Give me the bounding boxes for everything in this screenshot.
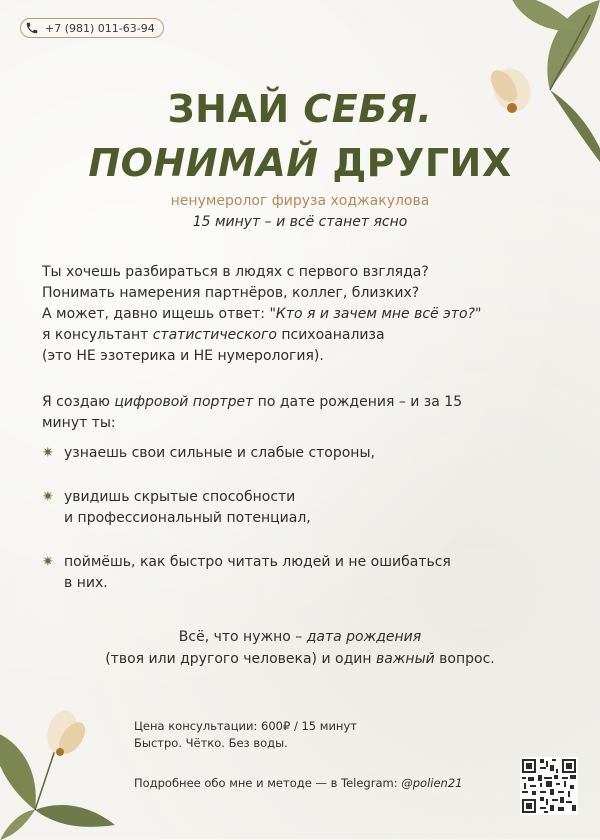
price-text: Цена консультации: 600₽ / 15 минут: [134, 719, 357, 733]
closing-text: вопрос.: [434, 651, 495, 667]
list-item-text: поймёшь, как быстро читать людей и не ошибаться: [64, 554, 451, 570]
intro-line: [42, 325, 562, 346]
intro-emphasis: статистического: [152, 327, 277, 343]
portrait-text: по дате рождения – и за 15: [253, 394, 463, 410]
list-item: [42, 552, 451, 594]
sparkle-icon: ✷: [42, 489, 54, 505]
page-title-line-2: [0, 140, 600, 186]
page-title-line-1: [0, 86, 600, 132]
intro-text: я консультант: [42, 327, 153, 343]
motto-text: Быстро. Чётко. Без воды.: [134, 736, 288, 750]
title-word-others: ДРУГИХ: [332, 141, 512, 185]
intro-line: Ты хочешь разбираться в людях с первого взгляда?: [42, 264, 429, 280]
title-word-understand: ПОНИМАЙ: [88, 141, 319, 185]
telegram-handle-link[interactable]: @polien21: [401, 776, 463, 790]
phone-icon: [25, 21, 39, 35]
intro-line: [42, 304, 562, 325]
list-item-text: узнаешь свои сильные и слабые стороны,: [64, 445, 375, 461]
closing-paragraph: [0, 626, 600, 670]
intro-quote: "Кто я и зачем мне всё это?": [269, 306, 482, 322]
closing-line: [0, 648, 600, 670]
phone-contact[interactable]: [20, 18, 164, 38]
list-item-text: увидишь скрытые способности: [64, 489, 296, 505]
title-word-know: ЗНАЙ: [167, 87, 290, 131]
closing-emphasis: дата рождения: [306, 629, 422, 645]
sparkle-icon: ✷: [42, 445, 54, 461]
phone-number: +7 (981) 011-63-94: [45, 21, 155, 35]
closing-text: (твоя или другого человека) и один: [105, 651, 376, 667]
title-word-self: СЕБЯ.: [303, 87, 433, 131]
portrait-emphasis: цифровой портрет: [114, 394, 254, 410]
portrait-line: минут ты:: [42, 415, 116, 431]
portrait-line: [42, 392, 562, 413]
botanical-illustration-bottom-left: [0, 690, 120, 840]
qr-code-icon[interactable]: [520, 757, 578, 815]
intro-line: Понимать намерения партнёров, коллег, близких?: [42, 285, 420, 301]
intro-text: А может, давно ищешь ответ:: [42, 306, 270, 322]
sparkle-icon: ✷: [42, 554, 54, 570]
intro-line: (это НЕ эзотерика и НЕ нумерология).: [42, 348, 324, 364]
list-item-text: и профессиональный потенциал,: [64, 510, 311, 526]
list-item: [42, 487, 311, 529]
telegram-text: Подробнее обо мне и методе — в Telegram:: [134, 776, 402, 790]
closing-line: [0, 626, 600, 648]
intro-text: психоанализа: [276, 327, 385, 343]
closing-emphasis: важный: [375, 651, 435, 667]
intro-paragraph: [42, 262, 562, 367]
list-item-text: в них.: [64, 575, 108, 591]
list-item: [42, 443, 375, 464]
telegram-info: [134, 775, 462, 792]
closing-text: Всё, что нужно –: [178, 629, 307, 645]
subtitle-author: ненумеролог фируза ходжакулова: [170, 193, 430, 209]
portrait-text: Я создаю: [42, 394, 115, 410]
price-info: [134, 718, 357, 752]
portrait-paragraph: [42, 392, 562, 434]
tagline: 15 минут – и всё станет ясно: [192, 214, 408, 230]
